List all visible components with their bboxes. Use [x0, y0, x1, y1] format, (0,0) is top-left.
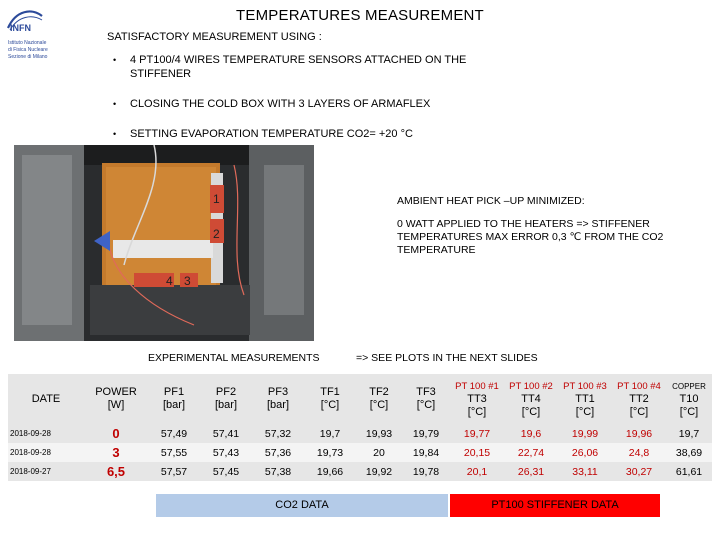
infn-logo	[6, 6, 76, 66]
cell-pf2: 57,41	[200, 424, 252, 443]
bullet-item: • 4 PT100/4 WIRES TEMPERATURE SENSORS ATTACHED ON THE STIFFENER	[110, 53, 530, 81]
bullet-item: • CLOSING THE COLD BOX WITH 3 LAYERS OF ARMAFLEX	[110, 97, 530, 111]
photo-left-tape	[22, 155, 72, 325]
see-plots-note: => SEE PLOTS IN THE NEXT SLIDES	[356, 352, 538, 364]
bullet-list	[110, 53, 530, 157]
cell-tt4: 19,6	[504, 424, 558, 443]
table-row	[8, 443, 712, 462]
cell-pf2: 57,43	[200, 443, 252, 462]
ambient-description: 0 WATT APPLIED TO THE HEATERS => STIFFENER TEMPERATURES MAX ERROR 0,3 ℃ FROM THE CO2 TEMPERATURE	[397, 218, 664, 256]
cell-tt3: 20,15	[450, 443, 504, 462]
pt100-stiffener-data-text: PT100 STIFFENER DATA	[491, 499, 619, 511]
cell-pf3: 57,36	[252, 443, 304, 462]
stiffener-photo	[14, 145, 314, 341]
sensor-label-3: 3	[184, 274, 191, 288]
logo-caption-line: Istituto Nazionale	[8, 40, 47, 46]
cell-tt2: 19,96	[612, 424, 666, 443]
header-pt100-1: PT 100 #1 TT3 [°C]	[450, 374, 504, 424]
header-pt100-3: PT 100 #3 TT1 [°C]	[558, 374, 612, 424]
sensor-label-2: 2	[213, 227, 220, 241]
infn-logo-icon	[6, 6, 44, 34]
photo-stiffener-highlight	[106, 167, 216, 287]
cell-tt4: 22,74	[504, 443, 558, 462]
cell-pf1: 57,49	[148, 424, 200, 443]
cell-t10: 38,69	[666, 443, 712, 462]
table-row	[8, 462, 712, 481]
cell-tf2: 19,92	[356, 462, 402, 481]
header-copper: COPPER T10 [°C]	[666, 374, 712, 424]
photo-right-tape	[264, 165, 304, 315]
logo-caption	[8, 40, 78, 61]
cell-tt1: 26,06	[558, 443, 612, 462]
cell-power: 0	[84, 424, 148, 443]
table-header-row	[8, 374, 712, 424]
cell-tf3: 19,78	[402, 462, 450, 481]
cell-power: 3	[84, 443, 148, 462]
cell-tf1: 19,66	[304, 462, 356, 481]
cell-tt3: 20,1	[450, 462, 504, 481]
sensor-label-1: 1	[213, 192, 220, 206]
cell-pf3: 57,38	[252, 462, 304, 481]
co2-data-label: CO2 DATA	[156, 494, 448, 517]
header-tf3: TF3 [°C]	[402, 374, 450, 424]
cell-power: 6,5	[84, 462, 148, 481]
photo-bottom-frame	[90, 285, 250, 335]
header-power: POWER [W]	[84, 374, 148, 424]
cell-tt2: 24,8	[612, 443, 666, 462]
cell-tt2: 30,27	[612, 462, 666, 481]
photo-top-frame	[84, 145, 249, 165]
cell-pf3: 57,32	[252, 424, 304, 443]
photo-bottom-bracket	[113, 240, 213, 258]
cell-tt4: 26,31	[504, 462, 558, 481]
logo-caption-line: Sezione di Milano	[8, 54, 48, 60]
cell-tf3: 19,79	[402, 424, 450, 443]
logo-caption-line: di Fisica Nucleare	[8, 47, 48, 53]
experimental-heading: EXPERIMENTAL MEASUREMENTS	[148, 352, 320, 364]
pt100-stiffener-data-label	[450, 494, 660, 517]
cell-tf2: 19,93	[356, 424, 402, 443]
sensor-label-4: 4	[166, 274, 173, 288]
header-pt100-4: PT 100 #4 TT2 [°C]	[612, 374, 666, 424]
cell-pf2: 57,45	[200, 462, 252, 481]
header-pf2: PF2 [bar]	[200, 374, 252, 424]
header-pf3: PF3 [bar]	[252, 374, 304, 424]
cell-tf3: 19,84	[402, 443, 450, 462]
table-row	[8, 424, 712, 443]
subtitle: SATISFACTORY MEASUREMENT USING :	[107, 31, 322, 43]
cell-tt3: 19,77	[450, 424, 504, 443]
bullet-item: • SETTING EVAPORATION TEMPERATURE CO2= +20 °C	[110, 127, 530, 141]
cell-tf1: 19,7	[304, 424, 356, 443]
header-pf1: PF1 [bar]	[148, 374, 200, 424]
cell-t10: 61,61	[666, 462, 712, 481]
cell-t10: 19,7	[666, 424, 712, 443]
logo-mark-text: INFN	[10, 23, 31, 33]
header-pt100-2: PT 100 #2 TT4 [°C]	[504, 374, 558, 424]
cell-date: 2018-09-27	[8, 462, 84, 481]
cell-tf2: 20	[356, 443, 402, 462]
measurements-table	[8, 374, 712, 481]
cell-date: 2018-09-28	[8, 443, 84, 462]
page-title: TEMPERATURES MEASUREMENT	[236, 7, 484, 24]
header-tf2: TF2 [°C]	[356, 374, 402, 424]
header-date: DATE	[8, 374, 84, 424]
cell-tt1: 33,11	[558, 462, 612, 481]
header-tf1: TF1 [°C]	[304, 374, 356, 424]
ambient-heading: AMBIENT HEAT PICK –UP MINIMIZED:	[397, 195, 585, 207]
cell-tf1: 19,73	[304, 443, 356, 462]
cell-tt1: 19,99	[558, 424, 612, 443]
cell-pf1: 57,57	[148, 462, 200, 481]
cell-pf1: 57,55	[148, 443, 200, 462]
cell-date: 2018-09-28	[8, 424, 84, 443]
